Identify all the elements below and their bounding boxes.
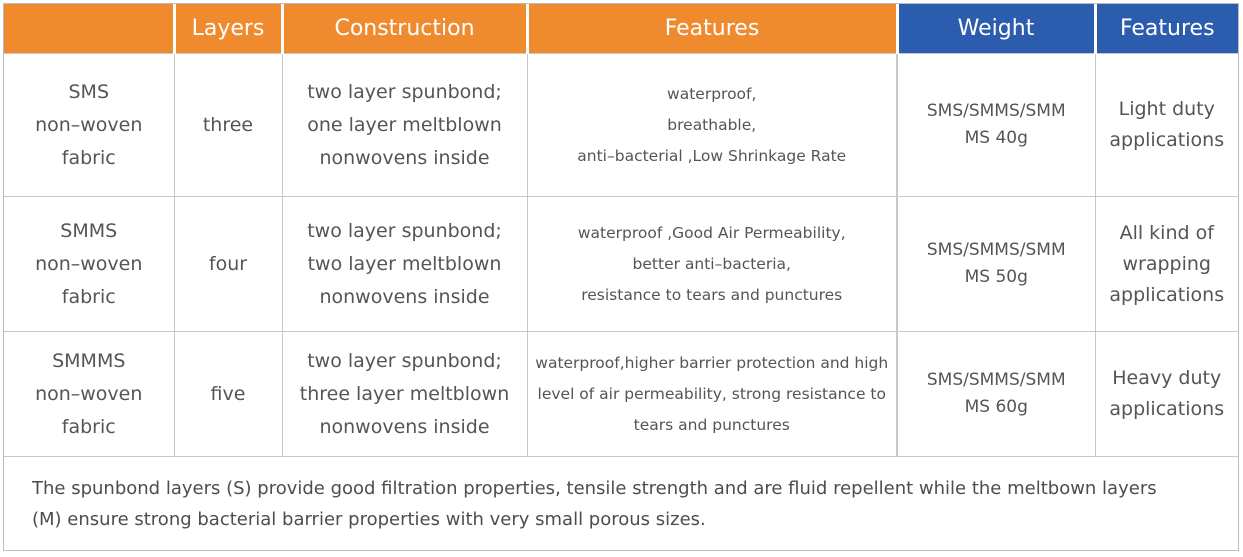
header-row <box>4 4 1238 54</box>
applications-line: applications <box>1109 398 1225 420</box>
fabric-name-cell <box>4 54 174 197</box>
feature-line: tears and punctures <box>633 415 790 434</box>
construction-cell <box>282 332 527 457</box>
fabric-comparison-table <box>3 3 1239 551</box>
fabric-name-line: SMMMS <box>52 349 126 372</box>
header-blank <box>4 4 174 54</box>
fabric-name-line: SMS <box>68 80 109 103</box>
note-line: (M) ensure strong bacterial barrier properties with very small porous sizes. <box>32 509 706 530</box>
applications-line: applications <box>1109 283 1225 306</box>
feature-line: better anti–bacteria, <box>632 254 791 273</box>
weight-cell <box>897 54 1095 197</box>
construction-line: nonwovens inside <box>319 285 490 308</box>
feature-line: breathable, <box>667 115 757 134</box>
applications-line: applications <box>1109 129 1225 151</box>
feature-line: waterproof ,Good Air Permeability, <box>577 223 846 242</box>
header-layers: Layers <box>174 4 282 54</box>
feature-line: level of air permeability, strong resistance to <box>537 384 886 403</box>
applications-cell <box>1095 332 1238 457</box>
construction-line: two layer meltblown <box>307 252 502 275</box>
table-row-smms <box>4 197 1238 332</box>
feature-line: anti–bacterial ,Low Shrinkage Rate <box>577 146 847 165</box>
construction-line: two layer spunbond; <box>307 219 502 242</box>
fabric-name-line: non–woven <box>35 252 143 275</box>
features-cell <box>527 54 897 197</box>
applications-line: wrapping <box>1122 252 1211 275</box>
construction-line: two layer spunbond; <box>307 349 502 372</box>
header-features-applications: Features <box>1095 4 1238 54</box>
weight-line: MS 50g <box>964 267 1028 287</box>
fabric-name-line: non–woven <box>35 382 143 405</box>
weight-line: SMS/SMMS/SMM <box>926 370 1066 390</box>
feature-line: waterproof, <box>667 84 757 103</box>
applications-cell <box>1095 54 1238 197</box>
construction-line: nonwovens inside <box>319 146 490 169</box>
table-row-sms <box>4 54 1238 197</box>
fabric-name-line: fabric <box>61 285 116 308</box>
note-line: The spunbond layers (S) provide good filtration properties, tensile strength and are fluid repellent while the meltbown layers <box>32 478 1157 499</box>
features-cell <box>527 332 897 457</box>
applications-line: Light duty <box>1118 98 1215 120</box>
fabric-name-cell <box>4 332 174 457</box>
header-construction: Construction <box>282 4 527 54</box>
layers-cell: five <box>174 332 282 457</box>
construction-line: nonwovens inside <box>319 415 490 438</box>
note-cell <box>4 457 1238 552</box>
note-row <box>4 457 1238 552</box>
construction-cell <box>282 54 527 197</box>
feature-line: resistance to tears and punctures <box>581 285 843 304</box>
fabric-name-cell <box>4 197 174 332</box>
construction-line: three layer meltblown <box>299 382 510 405</box>
weight-line: SMS/SMMS/SMM <box>926 240 1066 260</box>
applications-line: Heavy duty <box>1112 367 1222 389</box>
table-row-smmms <box>4 332 1238 457</box>
layers-cell: four <box>174 197 282 332</box>
fabric-name-line: fabric <box>61 415 116 438</box>
fabric-name-line: SMMS <box>60 219 118 242</box>
header-weight: Weight <box>897 4 1095 54</box>
construction-line: two layer spunbond; <box>307 80 502 103</box>
features-cell <box>527 197 897 332</box>
applications-line: All kind of <box>1119 221 1214 244</box>
comparison-table <box>4 4 1238 551</box>
construction-cell <box>282 197 527 332</box>
weight-line: MS 60g <box>964 397 1028 417</box>
fabric-name-line: fabric <box>61 146 116 169</box>
fabric-name-line: non–woven <box>35 113 143 136</box>
header-features: Features <box>527 4 897 54</box>
weight-cell <box>897 197 1095 332</box>
layers-cell: three <box>174 54 282 197</box>
weight-line: SMS/SMMS/SMM <box>926 101 1066 121</box>
weight-cell <box>897 332 1095 457</box>
construction-line: one layer meltblown <box>307 113 502 136</box>
feature-line: waterproof,higher barrier protection and high <box>535 353 889 372</box>
applications-cell <box>1095 197 1238 332</box>
weight-line: MS 40g <box>964 128 1028 148</box>
